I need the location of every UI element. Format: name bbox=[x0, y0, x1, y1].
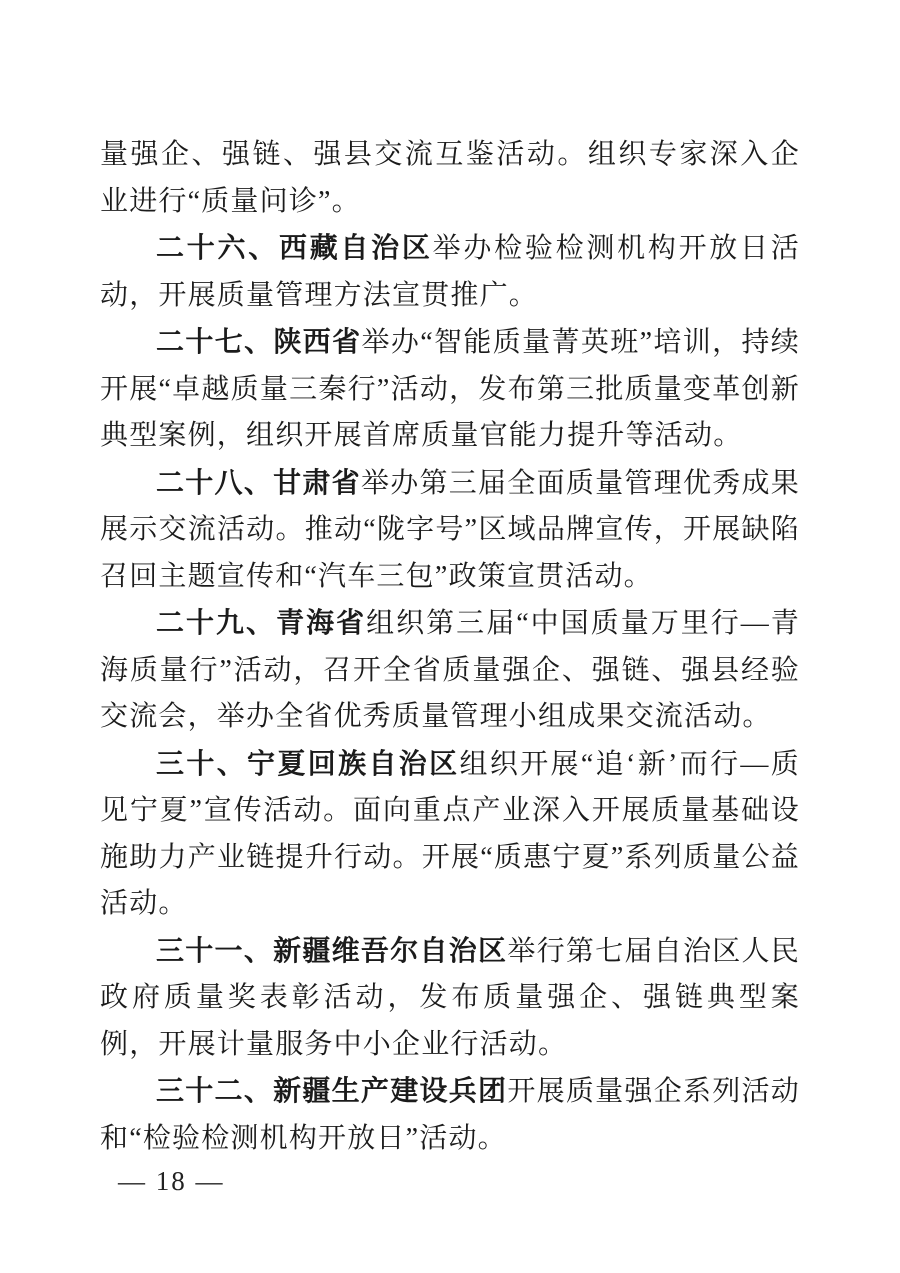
page-number-text: — 18 — bbox=[118, 1166, 225, 1196]
paragraph-text: 量强企、强链、强县交流互鉴活动。组织专家深入企业进行“质量问诊”。 bbox=[100, 139, 800, 217]
paragraph-text: 举办第三届全面质量管理优秀成果展示交流活动。推动“陇字号”区域品牌宣传，开展缺陷召回主题宣传和“汽车三包”政策宣贯活动。 bbox=[100, 467, 800, 592]
document-body bbox=[100, 131, 800, 1162]
paragraph-text: 组织开展“追‘新’而行—质见宁夏”宣传活动。面向重点产业深入开展质量基础设施助力产业链提升行动。开展“质惠宁夏”系列质量公益活动。 bbox=[100, 748, 800, 919]
paragraph-text: 举办“智能质量菁英班”培训，持续开展“卓越质量三秦行”活动，发布第三批质量变革创新典型案例，组织开展首席质量官能力提升等活动。 bbox=[100, 327, 800, 451]
paragraph-continuation bbox=[100, 131, 800, 225]
paragraph-text: 开展质量强企系列活动和“检验检测机构开放日”活动。 bbox=[100, 1076, 800, 1154]
paragraph-text: 举办检验检测机构开放日活动，开展质量管理方法宣贯推广。 bbox=[100, 233, 800, 311]
paragraph-lead: 三十、宁夏回族自治区 bbox=[156, 747, 460, 779]
paragraph-text: 组织第三届“中国质量万里行—青海质量行”活动，召开全省质量强企、强链、强县经验交流会，举办全省优秀质量管理小组成果交流活动。 bbox=[100, 608, 800, 732]
paragraph-31-xinjiang bbox=[100, 928, 800, 1069]
paragraph-lead: 三十一、新疆维吾尔自治区 bbox=[156, 934, 508, 966]
paragraph-lead: 三十二、新疆生产建设兵团 bbox=[156, 1075, 508, 1106]
paragraph-lead: 二十八、甘肃省 bbox=[156, 466, 361, 498]
paragraph-30-ningxia bbox=[100, 741, 800, 928]
page-number bbox=[118, 1166, 225, 1197]
paragraph-28-gansu bbox=[100, 460, 800, 601]
paragraph-29-qinghai bbox=[100, 600, 800, 741]
paragraph-lead: 二十六、西藏自治区 bbox=[156, 232, 433, 263]
paragraph-27-shaanxi bbox=[100, 319, 800, 460]
paragraph-lead: 二十七、陕西省 bbox=[156, 326, 362, 357]
paragraph-lead: 二十九、青海省 bbox=[156, 607, 367, 638]
paragraph-26-xizang bbox=[100, 225, 800, 319]
paragraph-text: 举行第七届自治区人民政府质量奖表彰活动，发布质量强企、强链典型案例，开展计量服务中小企业行活动。 bbox=[100, 935, 800, 1060]
paragraph-32-bingtuan bbox=[100, 1068, 800, 1162]
